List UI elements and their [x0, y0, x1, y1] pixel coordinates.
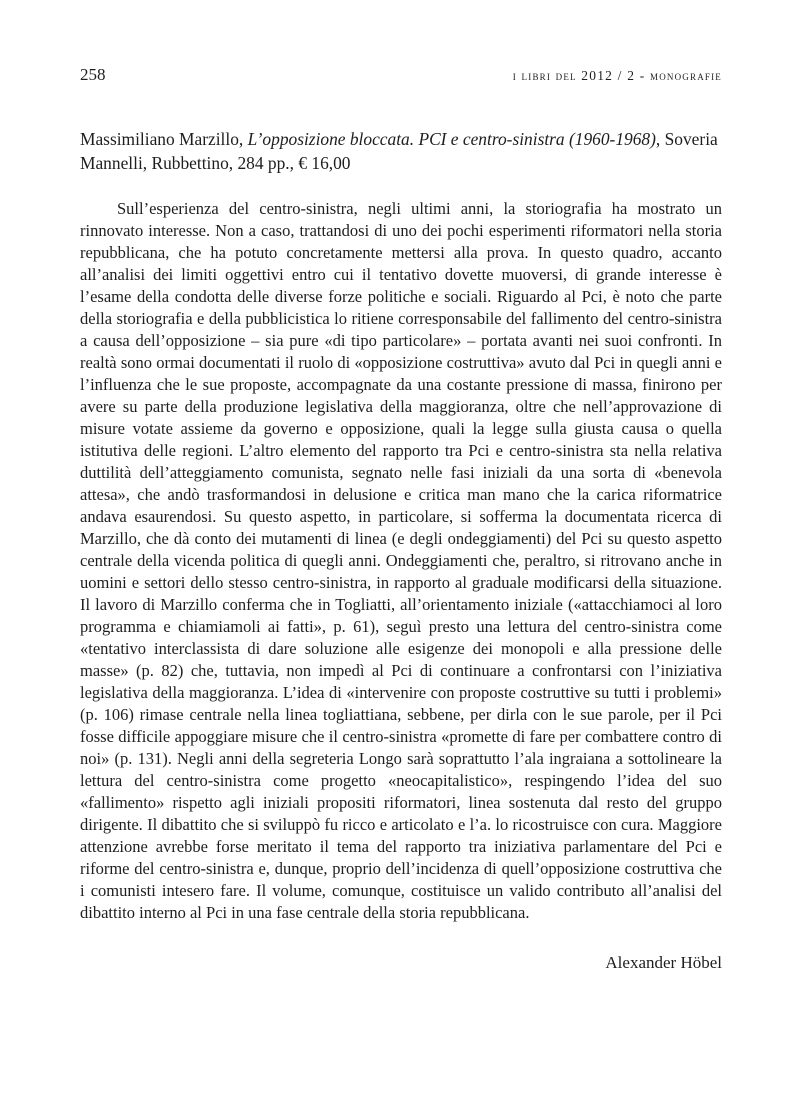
review-body: Sull’esperienza del centro-sinistra, negli ultimi anni, la storiografia ha mostrato un rinnovato interesse. Non a caso, trattandosi di uno dei pochi esperimenti riformatori nella storia repubblicana, che ha potuto concretamente mettersi alla prova. In questo quadro, accanto all’analisi dei limiti oggettivi entro cui il tentativo dovette muoversi, di grande interesse è l’esame della condotta delle diverse forze politiche e sociali. Riguardo al Pci, è noto che parte della storiografia e della pubblicistica lo ritiene corresponsabile del fallimento del centro-sinistra a causa dell’opposizione – sia pure «di tipo particolare» – portata avanti nei suoi confronti. In realtà sono ormai documentati il ruolo di «opposizione costruttiva» avuto dal Pci in quegli anni e l’influenza che le sue proposte, accompagnate da una costante pressione di massa, finirono per avere su parte della produzione legislativa della maggioranza, oltre che nell’approvazione di misure votate assieme da governo e opposizione, quali la legge sulla giusta causa o quella istitutiva delle regioni. L’altro elemento del rapporto tra Pci e centro-sinistra sta nella relativa duttilità dell’atteggiamento comunista, segnato nelle fasi iniziali da una sorta di «benevola attesa», che andò trasformandosi in delusione e critica man mano che la carica riformatrice andava esaurendosi. Su questo aspetto, in particolare, si sofferma la documentata ricerca di Marzillo, che dà conto dei mutamenti di linea (e degli ondeggiamenti) del Pci su questo aspetto centrale della vicenda politica di quegli anni. Ondeggiamenti che, peraltro, si ritrovano anche in uomini e settori dello stesso centro-sinistra, in rapporto al graduale modificarsi della situazione. Il lavoro di Marzillo conferma che in Togliatti, all’orientamento iniziale («attacchiamoci al loro programma e chiamiamoli ai fatti», p. 61), seguì presto una lettura del centro-sinistra come «tentativo interclassista di dare soluzione alle esigenze dei monopoli e alla pressione delle masse» (p. 82) che, tuttavia, non impedì al Pci di continuare a confrontarsi con l’iniziativa legislativa della maggioranza. L’idea di «intervenire con proposte costruttive su tutti i problemi» (p. 106) rimase centrale nella linea togliattiana, sebbene, per dirla con le sue parole, per il Pci fosse difficile appoggiare misure che il centro-sinistra «promette di fare per combattere contro di noi» (p. 131). Negli anni della segreteria Longo sarà soprattutto l’ala ingraiana a sottolineare la lettura del centro-sinistra come progetto «neocapitalistico», respingendo l’idea del suo «fallimento» rispetto agli iniziali propositi riformatori, linea sostenuta dal resto del gruppo dirigente. Il dibattito che si sviluppò fu ricco e articolato e l’a. lo ricostruisce con cura. Maggiore attenzione avrebbe forse meritato il tema del rapporto tra iniziativa parlamentare del Pci e riforme del centro-sinistra e, dunque, proprio dell’incidenza di quell’opposizione costruttiva che i comunisti intesero fare. Il volume, comunque, costituisce un valido contributo all’analisi del dibattito interno al Pci in una fase centrale della storia repubblicana. [80, 199, 722, 922]
page-header [80, 64, 722, 90]
book-publication-details: , Soveria Mannelli, Rubbettino, 284 pp., € 16,00 [80, 129, 718, 173]
reviewer-name: Alexander Höbel [605, 953, 722, 972]
page-number: 258 [80, 65, 106, 84]
book-title: L’opposizione bloccata. PCI e centro-sinistra (1960-1968) [247, 129, 656, 149]
book-citation [80, 128, 722, 175]
running-head: i libri del 2012 / 2 - monografie [512, 68, 722, 83]
book-author: Massimiliano Marzillo, [80, 129, 248, 149]
